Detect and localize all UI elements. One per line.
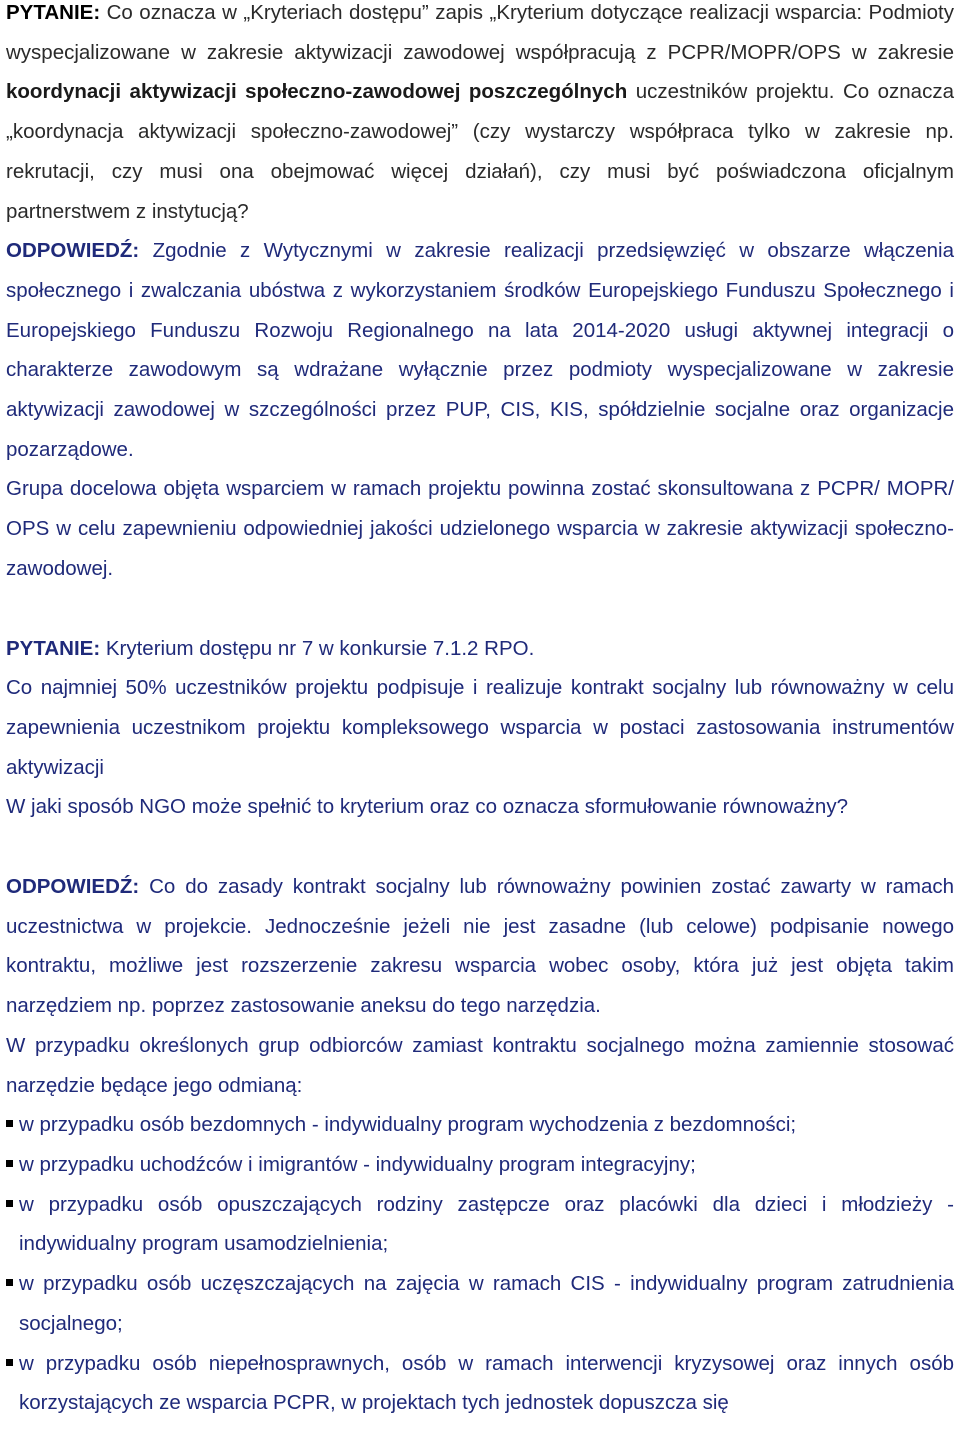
answer-text: Zgodnie z Wytycznymi w zakresie realizacji przedsięwzięć w obszarze włączenia społecznego i zwalczania ubóstwa z wykorzystaniem środków Europejskiego Funduszu Społecznego i Europejskiego Funduszu Rozwoju Regionalnego na lata 2014-2020 usługi aktywnej integracji o charakterze zawodowym są wdrażane wyłącznie przez podmioty wyspecjalizowane w zakresie aktywizacji zawodowej w szczególności przez PUP, CIS, KIS, spółdzielnie socjalne oraz organizacje pozarządowe. (6, 239, 954, 461)
square-bullet-icon (6, 1160, 13, 1167)
list-item-text: w przypadku osób uczęszczających na zajęcia w ramach CIS - indywidualny program zatrudnienia socjalnego; (19, 1272, 954, 1335)
question-emphasis: koordynacji aktywizacji społeczno-zawodowej poszczególnych (6, 80, 628, 104)
answer-1-paragraph-2: Grupa docelowa objęta wsparciem w ramach projektu powinna zostać skonsultowana z PCPR/ MOPR/ OPS w celu zapewnieniu odpowiedniej jakości udzielonego wsparcia w zakresie aktywizacji społeczno-zawodowej. (6, 477, 954, 580)
spacer (6, 589, 954, 629)
answer-2 (6, 867, 954, 1026)
question-label: PYTANIE: (6, 636, 101, 660)
question-text: Kryterium dostępu nr 7 w konkursie 7.1.2 RPO. (100, 636, 535, 660)
question-1 (6, 0, 954, 231)
question-2-criterion: Co najmniej 50% uczestników projektu podpisuje i realizuje kontrakt socjalny lub równoważny w celu zapewnienia uczestnikom projektu kompleksowego wsparcia w postaci zastosowania instrumentów aktywizacji (6, 676, 954, 779)
question-label: PYTANIE: (6, 1, 101, 24)
list-item (6, 1105, 954, 1145)
answer-text: Co do zasady kontrakt socjalny lub równoważny powinien zostać zawarty w ramach uczestnictwa w projekcie. Jednocześnie jeżeli nie jest zasadne (lub celowe) podpisanie nowego kontraktu, możliwe jest rozszerzenie zakresu wsparcia wobec osoby, która już jest objęta takim narzędziem np. poprzez zastosowanie aneksu do tego narzędzia. (6, 875, 954, 1018)
answer-1 (6, 231, 954, 469)
answer-2-paragraph-2: W przypadku określonych grup odbiorców zamiast kontraktu socjalnego można zamiennie stosować narzędzie będące jego odmianą: (6, 1033, 954, 1097)
question-text-cont: uczestników projektu. Co oznacza „koordynacja aktywizacji społeczno-zawodowej” (czy wystarczy współpraca tylko w zakresie np. rekrutacji, czy musi ona obejmować więcej działań), czy musi być poświadczona oficjalnym partnerstwem z instytucją? (6, 80, 954, 223)
question-2-ask: W jaki sposób NGO może spełnić to kryterium oraz co oznacza sformułowanie równoważny? (6, 795, 848, 819)
list-item-text: w przypadku uchodźców i imigrantów - indywidualny program integracyjny; (19, 1152, 696, 1176)
list-item (6, 1344, 954, 1423)
answer-label: ODPOWIEDŹ: (6, 875, 140, 899)
answer-label: ODPOWIEDŹ: (6, 239, 140, 263)
list-item (6, 1264, 954, 1343)
question-text: Co oznacza w „Kryteriach dostępu” zapis „Kryterium dotyczące realizacji wsparcia: Podmioty wyspecjalizowane w zakresie aktywizacji zawodowej współpracują z PCPR/MOPR/OPS w zakresie (6, 1, 954, 64)
square-bullet-icon (6, 1120, 13, 1127)
list-item (6, 1185, 954, 1264)
list-item-text: w przypadku osób niepełnosprawnych, osób w ramach interwencji kryzysowej oraz innych osób korzystających ze wsparcia PCPR, w projektach tych jednostek dopuszcza się (19, 1351, 954, 1415)
list-item-text: w przypadku osób bezdomnych - indywidualny program wychodzenia z bezdomności; (19, 1113, 797, 1137)
square-bullet-icon (6, 1279, 13, 1286)
bullet-list (6, 1105, 954, 1423)
square-bullet-icon (6, 1200, 13, 1207)
spacer (6, 827, 954, 867)
document-page (6, 0, 954, 1423)
square-bullet-icon (6, 1359, 13, 1366)
list-item-text: w przypadku osób opuszczających rodziny zastępcze oraz placówki dla dzieci i młodzieży - indywidualny program usamodzielnienia; (19, 1192, 954, 1256)
list-item (6, 1145, 954, 1185)
question-2 (6, 629, 954, 669)
